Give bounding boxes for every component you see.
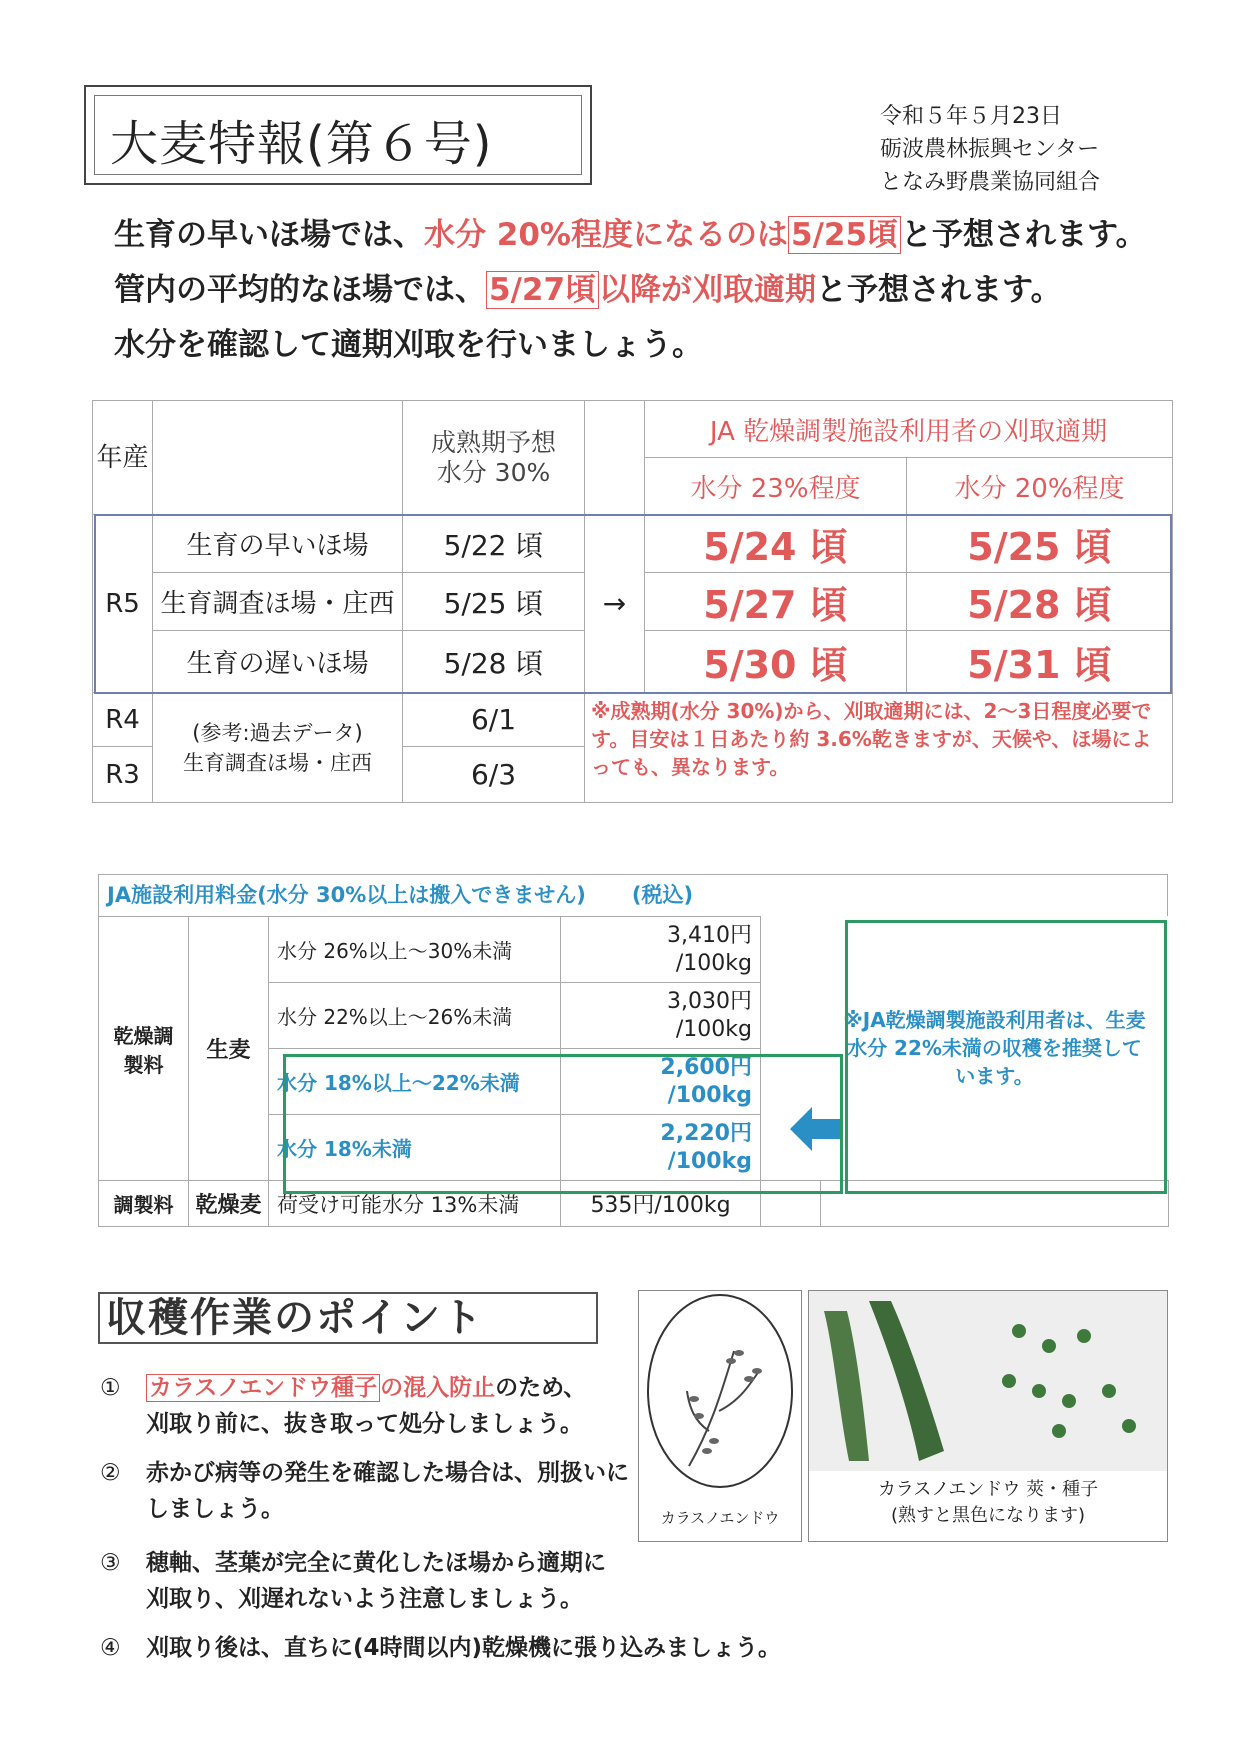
cat-drying: 乾燥調製料 bbox=[99, 917, 189, 1181]
year-r3: R3 bbox=[93, 747, 153, 803]
intro-line-2 bbox=[114, 263, 1147, 318]
point-2: ② 赤かび病等の発生を確認した場合は、別扱いに しましょう。 bbox=[100, 1460, 629, 1522]
note: ※成熟期(水分 30%)から、刈取適期には、2～3日程度必要です。目安は１日あたり約 3.6%乾きますが、天候や、ほ場によっても、異なります。 bbox=[585, 693, 1173, 803]
arrow-cell: → bbox=[585, 515, 645, 693]
harvest-date-20: 5/28 頃 bbox=[907, 573, 1173, 631]
point-1: ① カラスノエンドウ種子 の混入防止のため、 刈取り前に、抜き取って処分しましょう。 bbox=[100, 1375, 587, 1437]
intro-date-box: 5/25頃 bbox=[788, 216, 901, 254]
page-title: 大麦特報(第６号) bbox=[110, 116, 493, 172]
header-blank bbox=[153, 401, 403, 515]
intro-highlight: 水分 20%程度になるのは bbox=[424, 217, 788, 253]
intro-date-box: 5/27頃 bbox=[486, 271, 599, 309]
plant-caption: カラスノエンドウ bbox=[660, 1509, 780, 1527]
fee-condition: 水分 18%未満 bbox=[269, 1115, 561, 1181]
arrow-left-icon bbox=[790, 1107, 840, 1151]
cat-prep: 調製料 bbox=[99, 1181, 189, 1227]
mature-date: 5/28 頃 bbox=[403, 631, 585, 693]
point-3: ③ 穂軸、茎葉が完全に黄化したほ場から適期に 刈取り、刈遅れないよう注意しましょう。 bbox=[100, 1550, 606, 1612]
header-moisture-20: 水分 20%程度 bbox=[907, 458, 1173, 515]
intro-text: と予想されます。 bbox=[816, 272, 1062, 308]
fee-condition: 水分 18%以上～22%未満 bbox=[269, 1049, 561, 1115]
fee-price: 3,030円 /100kg bbox=[561, 983, 761, 1049]
past-data-label: (参考:過去データ) 生育調査ほ場・庄西 bbox=[153, 693, 403, 803]
header-year: 年産 bbox=[93, 401, 153, 515]
intro-text: と予想されます。 bbox=[901, 217, 1147, 253]
harvest-date-20: 5/31 頃 bbox=[907, 631, 1173, 693]
intro-line-3: 水分を確認して適期刈取を行いましょう。 bbox=[114, 327, 703, 363]
header-mature: 成熟期予想 水分 30% bbox=[403, 401, 585, 515]
harvest-date-20: 5/25 頃 bbox=[907, 515, 1173, 573]
harvest-date-23: 5/24 頃 bbox=[645, 515, 907, 573]
harvest-date-23: 5/30 頃 bbox=[645, 631, 907, 693]
recommended-rows-outline bbox=[283, 1054, 843, 1194]
fee-price: 2,220円 /100kg bbox=[561, 1115, 761, 1181]
plant-drawing-icon bbox=[639, 1291, 801, 1501]
r4-value: 6/1 bbox=[403, 693, 585, 747]
row-label: 生育調査ほ場・庄西 bbox=[153, 573, 403, 631]
fee-condition: 荷受け可能水分 13%未満 bbox=[269, 1181, 561, 1227]
point-4: ④ 刈取り後は、直ちに(4時間以内)乾燥機に張り込みましょう。 bbox=[100, 1635, 782, 1661]
mature-date: 5/22 頃 bbox=[403, 515, 585, 573]
fee-table-heading: JA施設利用料金(水分 30%以上は搬入できません) (税込) bbox=[98, 874, 1168, 916]
header-moisture-23: 水分 23%程度 bbox=[645, 458, 907, 515]
sub-dry: 乾燥麦 bbox=[189, 1181, 269, 1227]
photo-caption: カラスノエンドウ 莢・種子 (熟すと黒色になります) bbox=[877, 1479, 1099, 1526]
sub-raw: 生麦 bbox=[189, 917, 269, 1181]
fee-condition: 水分 22%以上～26%未満 bbox=[269, 983, 561, 1049]
row-label: 生育の早いほ場 bbox=[153, 515, 403, 573]
fee-condition: 水分 26%以上～30%未満 bbox=[269, 917, 561, 983]
fee-price: 3,410円 /100kg bbox=[561, 917, 761, 983]
harvest-date-23: 5/27 頃 bbox=[645, 573, 907, 631]
issue-date: 令和５年５月23日 bbox=[880, 104, 1062, 129]
intro bbox=[114, 208, 1147, 373]
year-r4: R4 bbox=[93, 693, 153, 747]
issuer-center: 砺波農林振興センター bbox=[880, 137, 1100, 162]
year-r5: R5 bbox=[93, 515, 153, 693]
recommend-text: ※JA乾燥調製施設利用者は、生麦水分 22%未満の収穫を推奨しています。 bbox=[843, 1008, 1146, 1089]
issuer-block bbox=[880, 100, 1100, 199]
mature-date: 5/25 頃 bbox=[403, 573, 585, 631]
points-title: 収穫作業のポイント bbox=[98, 1292, 598, 1344]
title-box bbox=[84, 85, 592, 185]
issuer-ja: となみ野農業協同組合 bbox=[880, 170, 1101, 195]
row-label: 生育の遅いほ場 bbox=[153, 631, 403, 693]
intro-highlight: 以降が刈取適期 bbox=[599, 272, 817, 308]
fee-price: 535円/100kg bbox=[561, 1181, 761, 1227]
fee-price: 2,600円 /100kg bbox=[561, 1049, 761, 1115]
intro-line-1 bbox=[114, 208, 1147, 263]
header-ja-period: JA 乾燥調製施設利用者の刈取適期 bbox=[645, 401, 1173, 458]
header-arrow-col bbox=[585, 401, 645, 515]
intro-text: 管内の平均的なほ場では、 bbox=[114, 272, 486, 308]
pea-pod-photo-icon bbox=[809, 1291, 1167, 1471]
harvest-timing-table bbox=[92, 400, 1173, 803]
recommend-outline bbox=[845, 920, 1167, 1194]
intro-text: 生育の早いほ場では、 bbox=[114, 217, 424, 253]
pod-photo-box bbox=[808, 1290, 1168, 1542]
plant-illustration-box bbox=[638, 1290, 802, 1542]
r3-value: 6/3 bbox=[403, 747, 585, 803]
